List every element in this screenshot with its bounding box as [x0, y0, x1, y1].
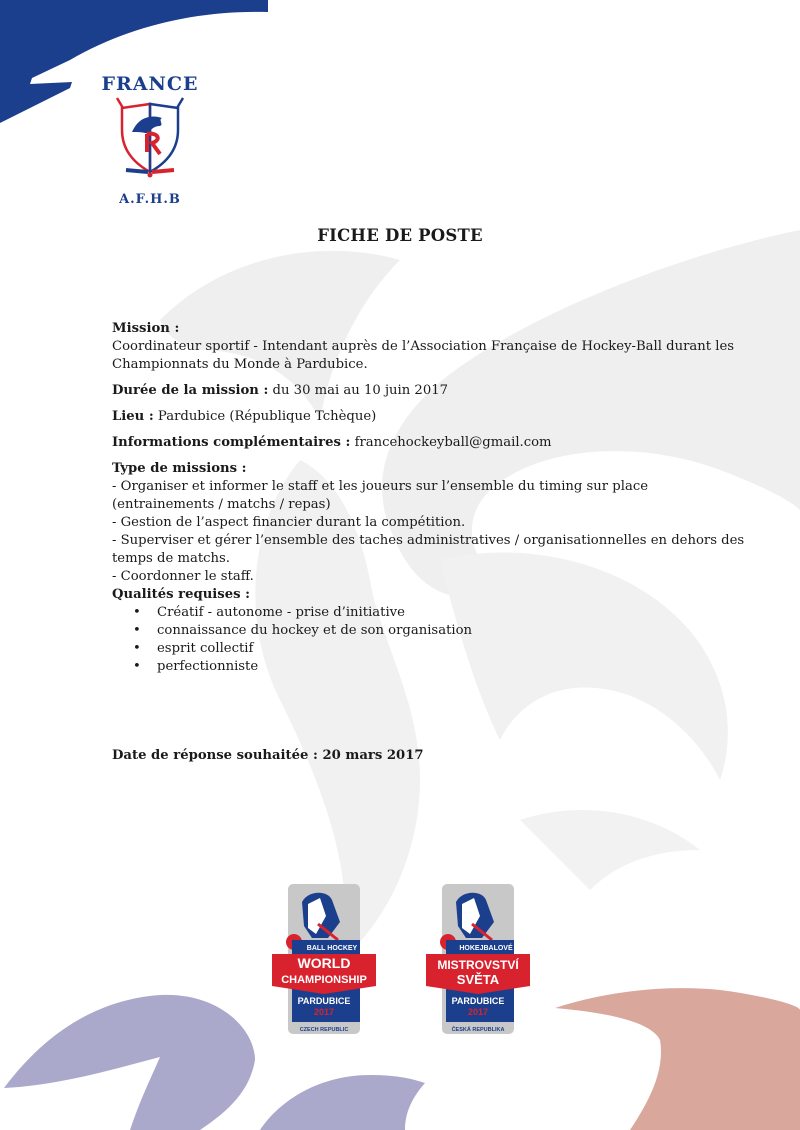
- type-item: - Coordonner le staff.: [112, 569, 254, 584]
- svg-text:WORLD: WORLD: [297, 955, 351, 971]
- duree-label: Durée de la mission :: [112, 383, 269, 398]
- types-label: Type de missions :: [112, 461, 247, 476]
- types-section: [112, 460, 752, 586]
- afhb-logo: [92, 70, 208, 210]
- infos-section: [112, 434, 752, 452]
- duree-value: du 30 mai au 10 juin 2017: [268, 383, 448, 398]
- championship-badge-en: [268, 882, 380, 1042]
- svg-text:2017: 2017: [467, 1007, 489, 1017]
- job-description: [112, 320, 752, 676]
- infos-label: Informations complémentaires :: [112, 435, 351, 450]
- type-item: - Organiser et informer le staff et les joueurs sur l’ensemble du timing sur place (entrainements / matchs / repas): [112, 479, 649, 512]
- duree-section: [112, 382, 752, 400]
- lieu-section: [112, 408, 752, 426]
- svg-text:MISTROVSTVÍ: MISTROVSTVÍ: [437, 958, 519, 972]
- mission-text: Coordinateur sportif - Intendant auprès de l’Association Française de Hockey-Ball durant les Championnats du Monde à Pardubice.: [112, 339, 735, 372]
- svg-text:CHAMPIONSHIP: CHAMPIONSHIP: [281, 974, 367, 986]
- svg-text:HOKEJBALOVÉ: HOKEJBALOVÉ: [459, 945, 513, 952]
- qualite-item: • connaissance du hockey et de son organisation: [133, 622, 752, 640]
- qualites-section: [112, 586, 752, 676]
- page-title: FICHE DE POSTE: [317, 226, 483, 245]
- date-reponse: Date de réponse souhaitée : 20 mars 2017: [112, 748, 424, 763]
- lieu-value: Pardubice (République Tchèque): [153, 409, 377, 424]
- type-item: - Superviser et gérer l’ensemble des taches administratives / organisationnelles en dehors des temps de matchs.: [112, 533, 745, 566]
- svg-text:BALL HOCKEY: BALL HOCKEY: [306, 945, 358, 952]
- qualite-item: • esprit collectif: [133, 640, 752, 658]
- mission-label: Mission :: [112, 321, 180, 336]
- lieu-label: Lieu :: [112, 409, 154, 424]
- svg-text:CZECH REPUBLIC: CZECH REPUBLIC: [299, 1027, 349, 1033]
- infos-email[interactable]: francehockeyball@gmail.com: [350, 435, 552, 450]
- svg-text:SVĚTA: SVĚTA: [456, 972, 500, 987]
- svg-text:PARDUBICE: PARDUBICE: [451, 996, 505, 1006]
- qualite-item: • perfectionniste: [133, 658, 752, 676]
- svg-text:PARDUBICE: PARDUBICE: [297, 996, 351, 1006]
- type-item: - Gestion de l’aspect financier durant la compétition.: [112, 515, 466, 530]
- mission-section: [112, 320, 752, 374]
- qualites-label: Qualités requises :: [112, 587, 250, 602]
- qualites-list: [112, 604, 752, 676]
- svg-text:ČESKÁ REPUBLIKA: ČESKÁ REPUBLIKA: [451, 1027, 505, 1033]
- svg-text:2017: 2017: [313, 1007, 335, 1017]
- qualite-item: • Créatif - autonome - prise d’initiative: [133, 604, 752, 622]
- championship-badge-cz: [422, 882, 534, 1042]
- logo-top-text: FRANCE: [101, 73, 199, 95]
- logo-bottom-text: A.F.H.B: [119, 192, 181, 207]
